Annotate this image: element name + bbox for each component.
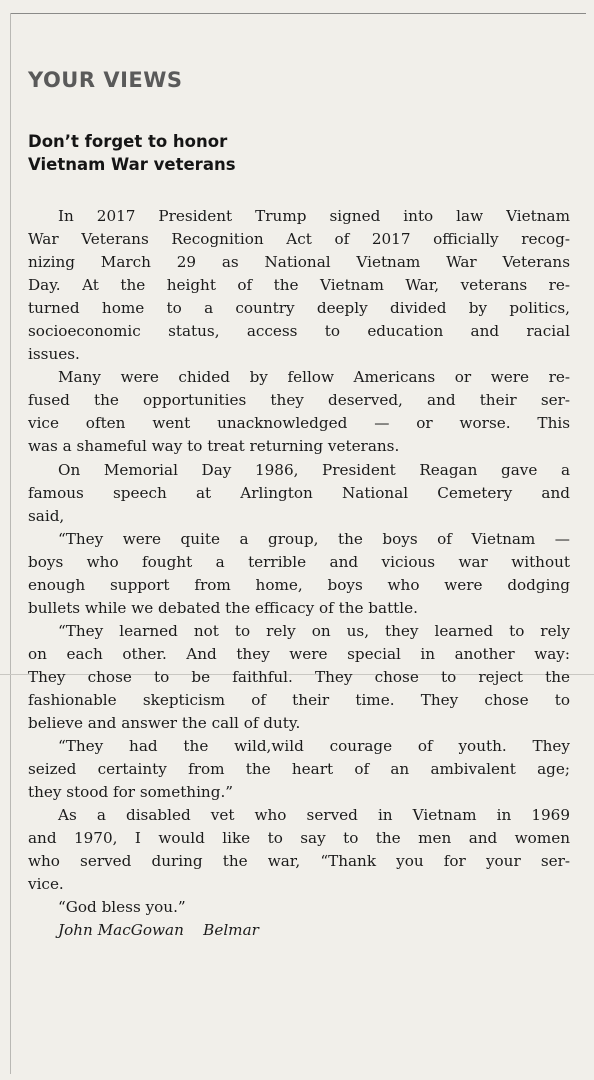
text-line: nizing March 29 as National Vietnam War Veterans	[28, 253, 570, 272]
paragraph	[28, 366, 570, 458]
text-line: fashionable skepticism of their time. They chose to	[28, 690, 570, 709]
paragraph	[28, 804, 570, 896]
column-rule	[10, 13, 11, 1074]
text-line: they stood for something.”	[28, 783, 234, 802]
text-line: enough support from home, boys who were dodging	[28, 575, 570, 594]
text-line: boys who fought a terrible and vicious war without	[28, 552, 570, 571]
text-line: who served during the war, “Thank you for your ser-	[28, 852, 570, 871]
text-line: said,	[28, 506, 65, 525]
text-line: believe and answer the call of duty.	[28, 714, 301, 733]
section-label: YOUR VIEWS	[28, 68, 183, 92]
text-line: Many were chided by fellow Americans or were re-	[58, 368, 570, 387]
text-line: vice often went unacknowledged — or worse. This	[28, 414, 570, 433]
text-line: They chose to be faithful. They chose to reject the	[28, 667, 570, 686]
headline-line-2: Vietnam War veterans	[28, 155, 236, 174]
paragraph	[28, 459, 570, 528]
letter-body	[28, 205, 570, 943]
paragraph	[28, 205, 570, 366]
paragraph	[28, 620, 570, 735]
text-line: “They learned not to rely on us, they learned to rely	[58, 621, 570, 640]
text-line: In 2017 President Trump signed into law Vietnam	[58, 207, 570, 225]
text-line: bullets while we debated the efficacy of the battle.	[28, 598, 418, 617]
text-line: As a disabled vet who served in Vietnam in 1969	[58, 806, 570, 825]
text-line: War Veterans Recognition Act of 2017 officially recog-	[28, 230, 570, 249]
text-line: fused the opportunities they deserved, and their ser-	[28, 391, 570, 410]
headline-line-1: Don’t forget to honor	[28, 132, 228, 151]
text-line: socioeconomic status, access to education and racial	[28, 322, 570, 341]
text-line: was a shameful way to treat returning veterans.	[28, 437, 400, 456]
text-line: “They had the wild,wild courage of youth. They	[58, 737, 570, 756]
author-town: Belmar	[203, 921, 259, 940]
author-name: John MacGowan	[58, 921, 184, 940]
headline	[28, 130, 548, 176]
signature	[28, 919, 570, 942]
text-line: issues.	[28, 345, 80, 364]
text-line: On Memorial Day 1986, President Reagan gave a	[58, 460, 570, 479]
text-line: vice.	[28, 875, 64, 894]
text-line: Day. At the height of the Vietnam War, veterans re-	[28, 276, 570, 295]
text-line: seized certainty from the heart of an ambivalent age;	[28, 760, 570, 779]
text-line: turned home to a country deeply divided by politics,	[28, 299, 570, 318]
paragraph	[28, 735, 570, 804]
text-line: and 1970, I would like to say to the men and women	[28, 829, 570, 848]
text-line: on each other. And they were special in another way:	[28, 644, 570, 663]
top-rule	[10, 13, 586, 14]
paragraph	[28, 896, 570, 919]
text-line: “God bless you.”	[58, 898, 186, 917]
text-line: “They were quite a group, the boys of Vietnam —	[58, 529, 570, 548]
text-line: famous speech at Arlington National Cemetery and	[28, 483, 570, 502]
paragraph	[28, 528, 570, 620]
